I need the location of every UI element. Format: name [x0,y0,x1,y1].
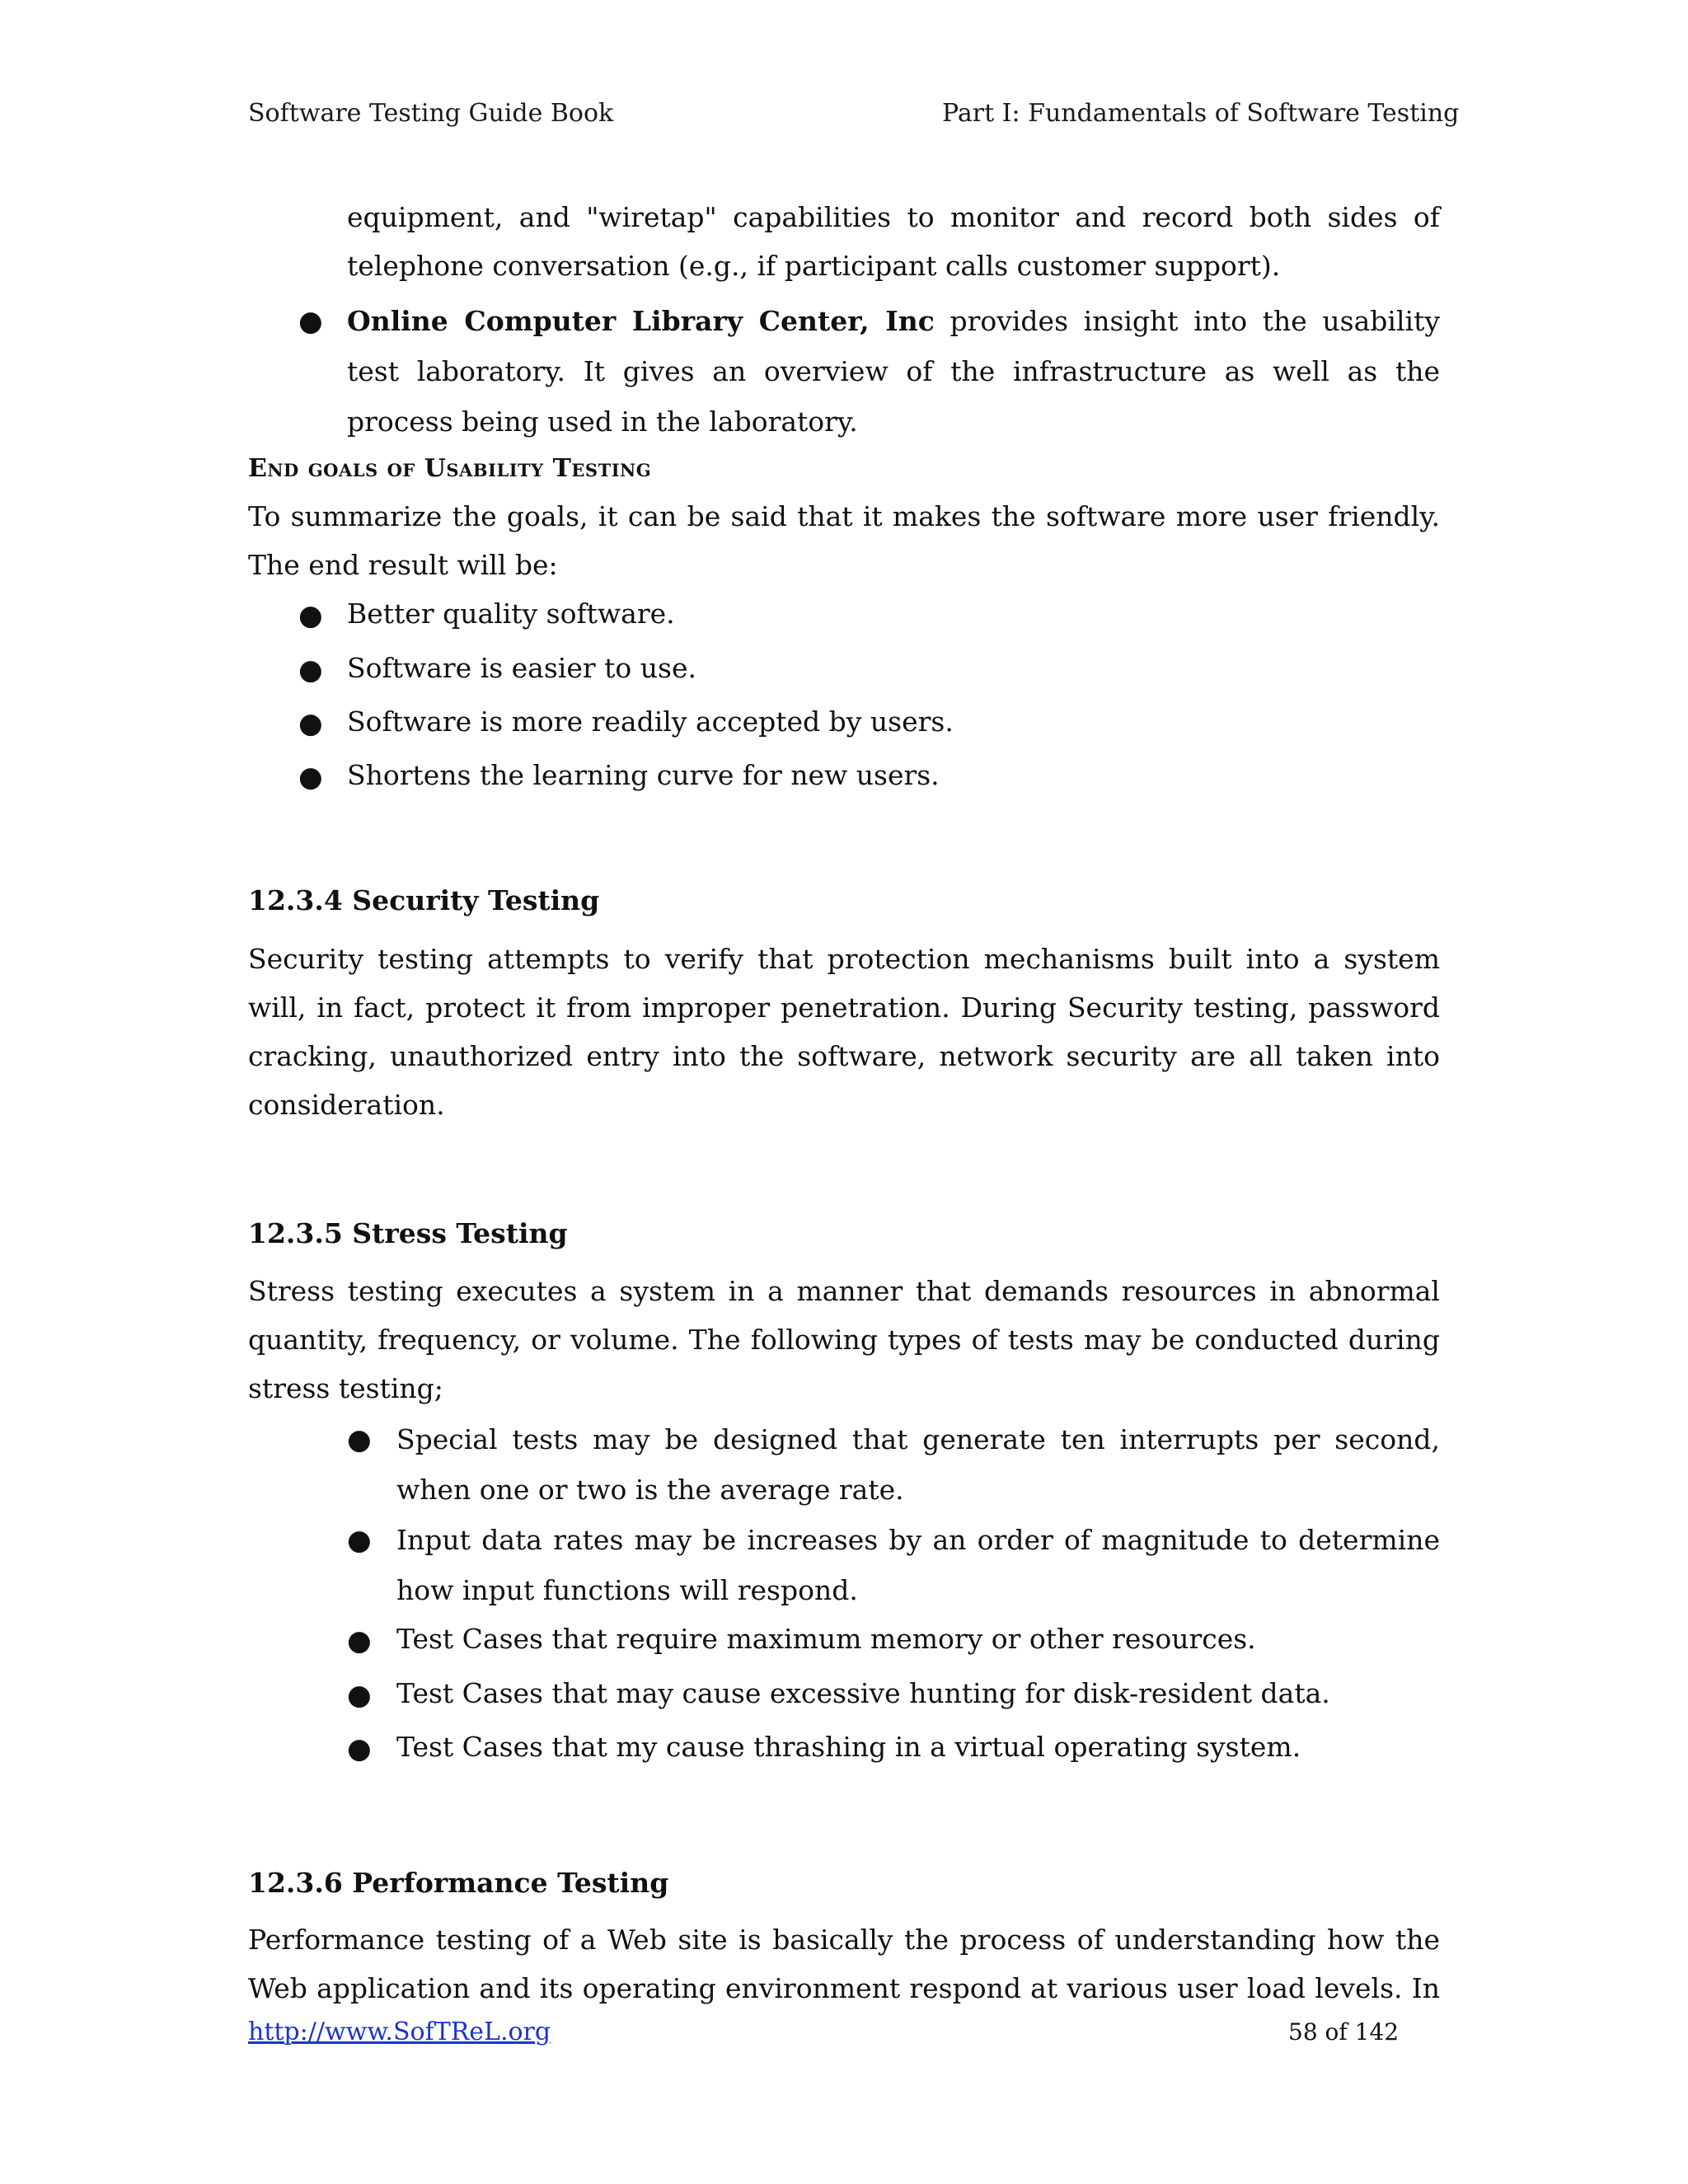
oclc-bullet-item [347,296,1440,447]
stress-testing-body: Stress testing executes a system in a manner that demands resources in abnormal quantity, frequency, or volume. The following types of tests may be conducted during stress testing; [248,1275,1440,1404]
stress-test-item: Special tests may be designed that generate ten interrupts per second, when one or two is the average rate. [396,1423,1440,1506]
bullet-icon: ● [347,1732,372,1765]
end-goals-heading: End goals of Usability Testing [248,454,652,483]
bullet-icon: ● [347,1624,372,1657]
bullet-icon: ● [298,305,323,338]
stress-testing-heading: 12.3.5 Stress Testing [248,1217,568,1249]
end-goal-item: Software is more readily accepted by users. [347,705,954,738]
end-goal-item: Shortens the learning curve for new users. [347,759,940,791]
continuation-paragraph: equipment, and "wiretap" capabilities to monitor and record both sides of telephone conversation (e.g., if participant calls customer support). [347,201,1440,282]
performance-testing-body: Performance testing of a Web site is basically the process of understanding how the Web application and its operating environment respond at various user load levels. In [248,1924,1440,2004]
end-goal-item: Software is easier to use. [347,652,696,684]
header-part-title: Part I: Fundamentals of Software Testing [942,99,1460,128]
bullet-icon: ● [347,1524,372,1557]
security-testing-heading: 12.3.4 Security Testing [248,884,600,916]
stress-test-item: Input data rates may be increases by an order of magnitude to determine how input functions will respond. [396,1524,1440,1606]
stress-test-item: Test Cases that may cause excessive hunting for disk-resident data. [396,1677,1330,1709]
bullet-icon: ● [298,761,323,794]
bullet-icon: ● [298,707,323,740]
oclc-name: Online Computer Library Center, Inc [347,305,935,337]
stress-test-item: Test Cases that my cause thrashing in a virtual operating system. [396,1731,1301,1763]
footer-website-link[interactable]: http://www.SofTReL.org [248,2018,551,2046]
page-number: 58 of 142 [1288,2018,1400,2046]
end-goal-item: Better quality software. [347,598,675,630]
oclc-description: provides insight into the usability test laboratory. It gives an overview of the infrastructure as well as the process being used in the laboratory. [347,305,1440,438]
bullet-icon: ● [298,654,323,687]
security-testing-body: Security testing attempts to verify that protection mechanisms built into a system will, in fact, protect it from improper penetration. During Security testing, password cracking, unauthorized entry into the software, network security are all taken into consideration. [248,943,1440,1121]
header-book-title: Software Testing Guide Book [248,99,614,128]
bullet-icon: ● [347,1679,372,1712]
end-goals-intro: To summarize the goals, it can be said that it makes the software more user friendly. The end result will be: [248,500,1440,581]
bullet-icon: ● [347,1423,372,1456]
bullet-icon: ● [298,599,323,632]
stress-test-item: Test Cases that require maximum memory or other resources. [396,1623,1256,1655]
performance-testing-heading: 12.3.6 Performance Testing [248,1867,669,1899]
